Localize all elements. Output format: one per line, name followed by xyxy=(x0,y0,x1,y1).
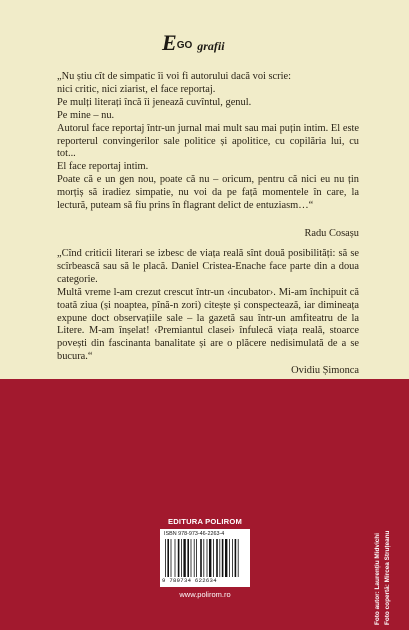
quote-author-simonca: Ovidiu Șimonca xyxy=(291,365,359,376)
quote-author-cosasu: Radu Cosașu xyxy=(304,228,359,239)
quote-line: Pe mulți literați încă îi jenează cuvîntul, genul. xyxy=(57,96,252,108)
quote-line: Pe mine – nu. xyxy=(57,109,115,121)
quote-cosasu xyxy=(57,71,359,213)
isbn-text: ISBN 978-973-46-2263-4 xyxy=(164,531,225,537)
cover-photo-credit: Foto copertă: Mircea Struțeanu xyxy=(384,530,391,625)
quote-simonca xyxy=(57,248,359,364)
publisher-name: EDITURA POLIROM xyxy=(167,517,242,526)
quote-line: „Nu știu cît de simpatic îi voi fi autorului dacă voi scrie: xyxy=(57,71,292,82)
quote-line: El face reportaj intim. xyxy=(57,161,149,173)
barcode-icon xyxy=(164,539,246,577)
quote-line: „Cînd criticii literari se izbesc de viața reală sînt două posibilități: să se scîrbească sau să le placă. Daniel Cristea-Enache face parte din a doua categorie. xyxy=(57,248,359,285)
logo-go: GO xyxy=(176,40,193,51)
publisher-website: www.polirom.ro xyxy=(179,590,231,599)
logo-e: E xyxy=(162,30,177,55)
logo-grafii: grafii xyxy=(197,39,225,53)
barcode-card xyxy=(160,529,250,587)
publisher-block xyxy=(160,516,250,600)
quote-line: Poate că e un gen nou, poate că nu – oricum, pentru că nici eu nu țin morțiș să iradiez simpatie, nu voi da pe față momentele în care, la lectură, puteam să fiu prins în flagrant delict de entuziasm…“ xyxy=(57,174,359,212)
quote-line: Autorul face reportaj într-un jurnal mai mult sau mai puțin intim. El este reporterul convingerilor sale politice și apolitice, cu copilăria lui, cu tot... xyxy=(57,122,359,160)
barcode-digits: 9 789734 622634 xyxy=(162,577,217,584)
ego-grafii-logo xyxy=(162,30,225,55)
photo-credits xyxy=(372,475,398,625)
quote-line: Multă vreme l-am crezut crescut într-un ‹incubator›. Mi-am închipuit că toată ziua (și noaptea, pînă-n zori) citește și conspectează, iar dimineața expune doct observațiile sale – la gazetă sau într-un amfiteatru de la Litere. M-am înșelat! ‹Premiantul clasei› înfulecă viața reală, stoarce povești din fascinanta banalitate și are o plăcere nedisimulată de a se bucura.“ xyxy=(57,286,359,363)
quote-line: nici critic, nici ziarist, el face reportaj. xyxy=(57,83,216,95)
author-photo-credit: Foto autor: Laurențiu Midvichi xyxy=(374,533,381,625)
